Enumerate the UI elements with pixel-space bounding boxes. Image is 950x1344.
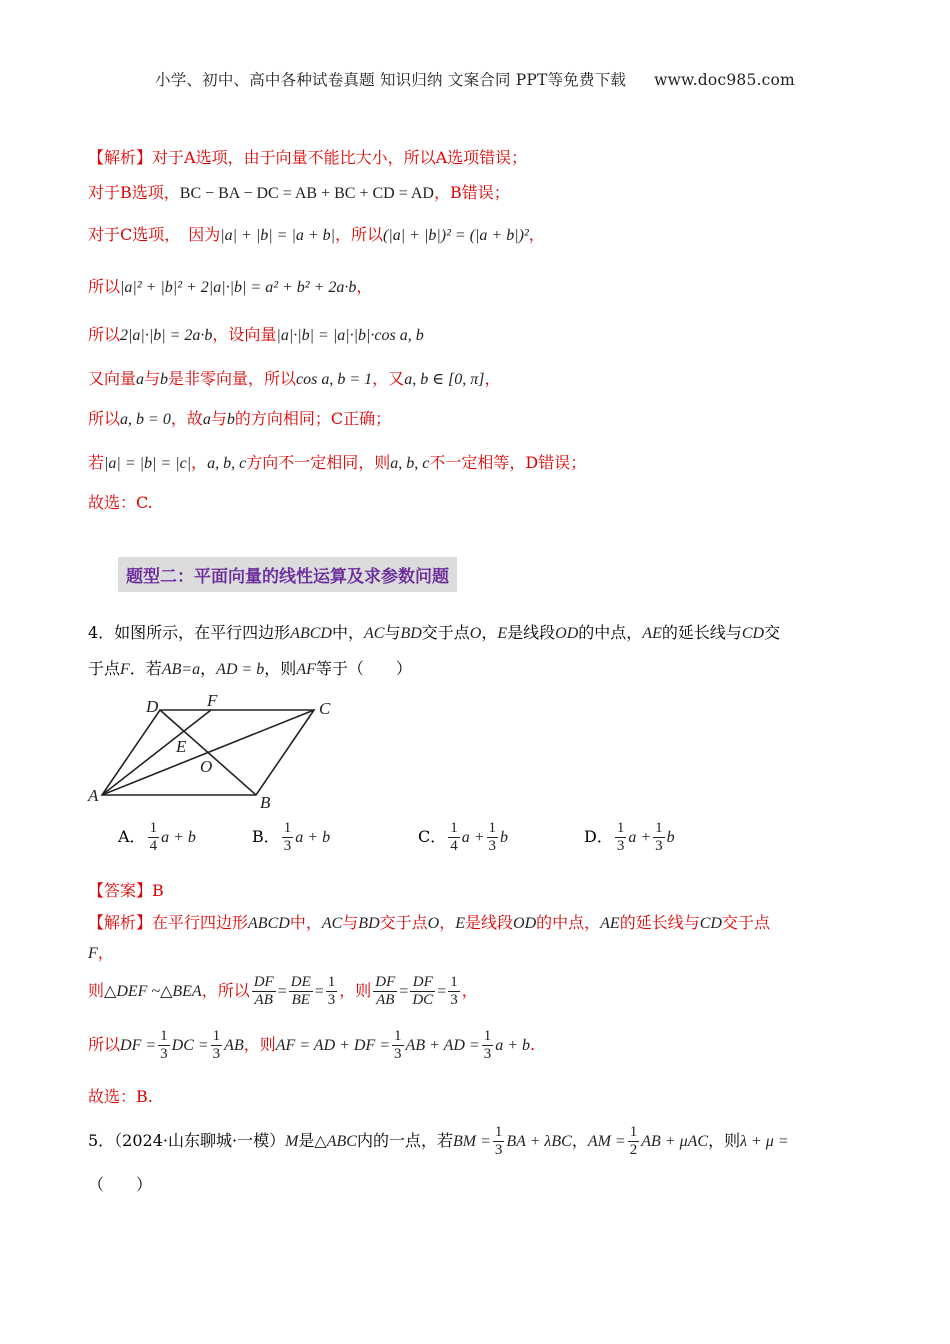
solution3-line-8: 若|a| = |b| = |c|，a, b, c方向不一定相同，则a, b, c不一定相等，D错误； [88,453,587,472]
solution3-line-4: 所以|a|² + |b|² + 2|a|·|b| = a² + b² + 2a·b， [88,277,373,296]
solution3-line-6: 又向量a与b是非零向量，所以cos a, b = 1，又a, b ∈ [0, π]， [88,369,501,388]
label-b: B [260,793,271,812]
solution3-line-7: 所以a, b = 0，故a与b的方向相同；C正确； [88,409,392,428]
solution4-line-4: 所以DF = $\frac{1}{3}$ DC = $\frac{1}{3}$ AB，则AF = AD + DF = $\frac{1}{3}$ AB + AD = $\frac{1}{3}$ a + b. [88,1028,536,1062]
option-a[interactable]: A． $\frac{1}{4}$ a + b [118,820,196,854]
label-e: E [176,737,187,756]
option-b[interactable]: B． $\frac{1}{3}$ a + b [252,820,331,854]
solution4-line-1: 【解析】在平行四边形ABCD中，AC与BD交于点O，E是线段OD的中点，AE的延长线与CD交于点 [88,913,770,932]
answer-4: 【答案】B [88,881,164,900]
section-heading: 题型二：平面向量的线性运算及求参数问题 [118,557,457,592]
solution4-conclusion: 故选：B. [88,1087,153,1106]
solution3-line-5: 所以2|a|·|b| = 2a·b，设向量|a|·|b| = |a|·|b|·cos a, b [88,325,424,344]
label-f: F [207,691,218,710]
diagonal-bd [160,710,256,795]
question-5-line-1: 5．（2024·山东聊城·一模）M是△ABC内的一点，若BM = $\frac{1}{3}$ BA + λBC，AM = $\frac{1}{2}$ AB + μAC，则λ + μ = [88,1124,789,1158]
solution4-line-3: 则△DEF ~△BEA，所以 $\frac{DF}{AB}$ = $\frac{DE}{BE}$ = $\frac{1}{3}$ ，则 $\frac{DF}{AB}$ = $\frac{DF}{DC}$ = $\frac{1}{3}$ ， [88,974,478,1008]
page-header [0,68,950,90]
question-5-line-2: （ ） [88,1175,153,1194]
label-d: D [146,697,159,716]
label-c: C [319,699,331,718]
segment-af [102,710,211,795]
solution3-line-2: 对于B选项，BC − BA − DC = AB + BC + CD = AD，B错误； [88,183,510,202]
question-4-line-2: 于点F．若AB=a，AD = b，则AF等于（ ） [88,659,412,678]
header-site: www.doc985.com [654,71,795,89]
parallelogram-figure [80,690,360,815]
solution4-line-2: F， [88,943,114,962]
solution3-line-1: 【解析】对于A选项，由于向量不能比大小，所以A选项错误； [88,148,528,167]
label-a: A [88,786,99,805]
solution3-conclusion: 故选：C. [88,493,153,512]
solution3-line-3: 对于C选项， 因为|a| + |b| = |a + b|，所以(|a| + |b|)² = (|a + b|)²， [88,225,545,244]
option-d[interactable]: D． $\frac{1}{3}$ a + $\frac{1}{3}$ b [584,820,675,854]
header-text: 小学、初中、高中各种试卷真题 知识归纳 文案合同 PPT等免费下载 [155,71,627,89]
solution-tag: 【解析】 [88,148,153,167]
question-4-line-1: 4．如图所示，在平行四边形ABCD中，AC与BD交于点O，E是线段OD的中点，AE的延长线与CD交 [88,623,781,642]
option-c[interactable]: C． $\frac{1}{4}$ a + $\frac{1}{3}$ b [418,820,509,854]
label-o: O [200,757,213,776]
